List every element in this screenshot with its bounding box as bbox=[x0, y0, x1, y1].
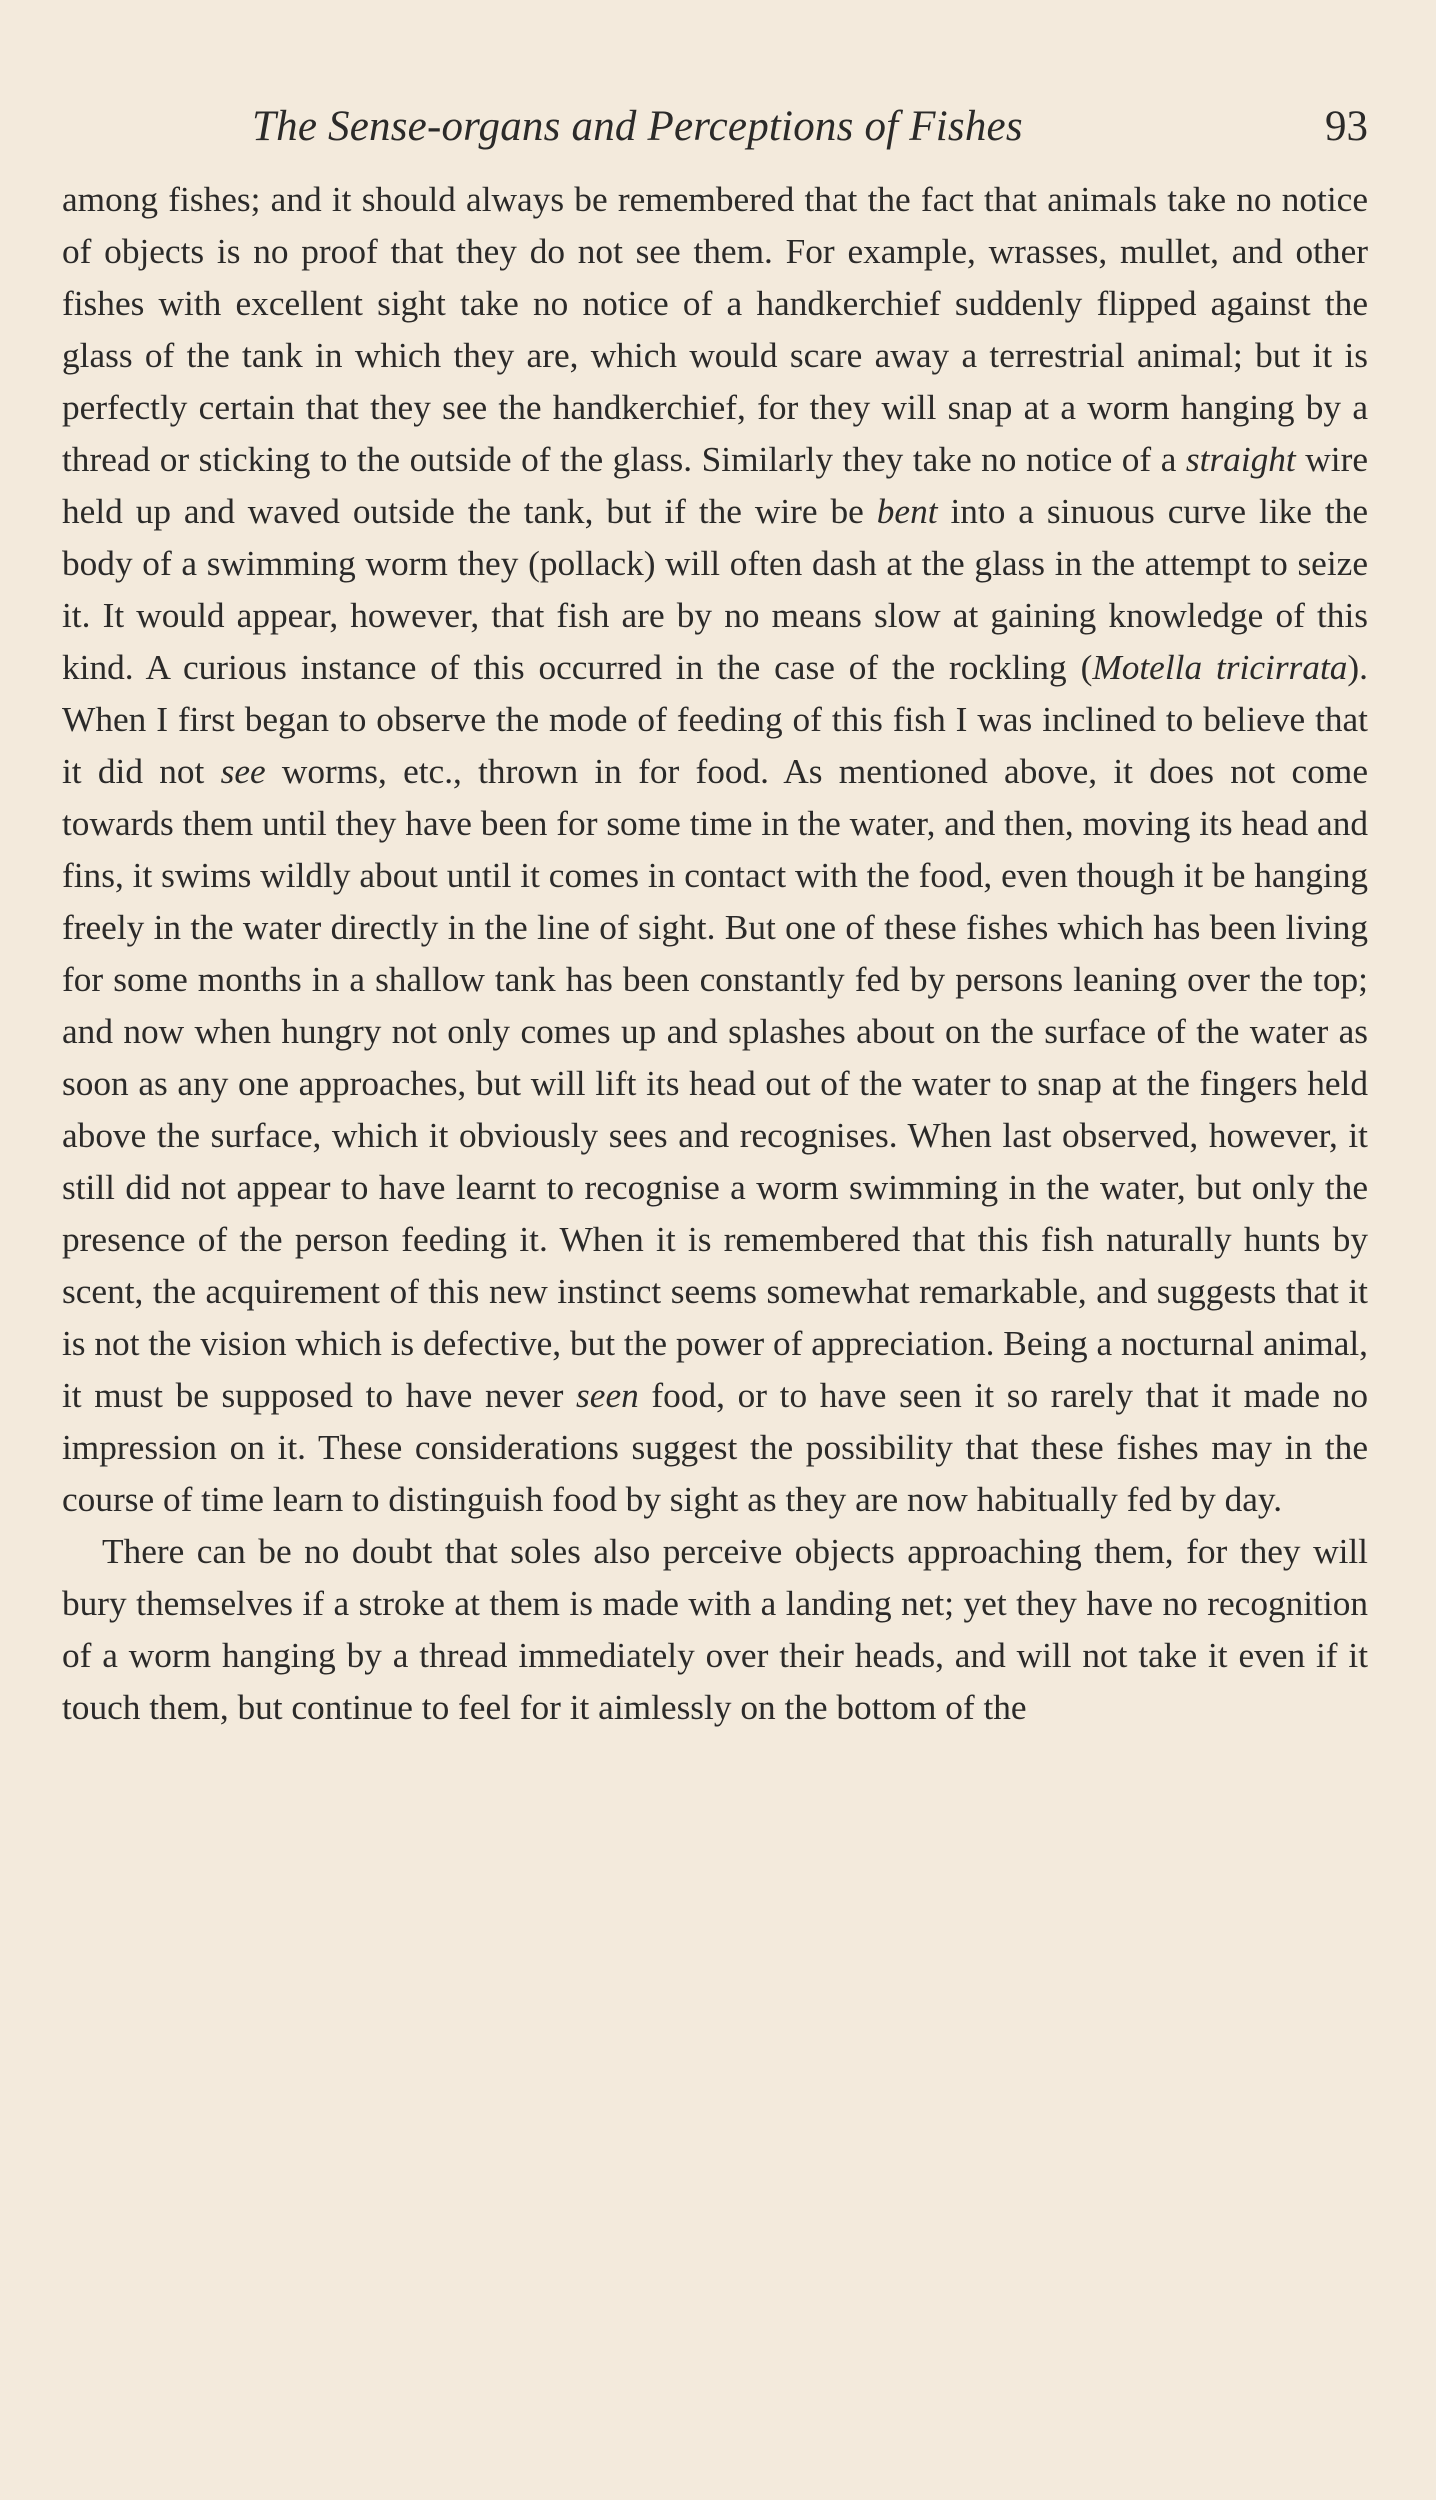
species-name: Motella tricirrata bbox=[1092, 648, 1348, 687]
paragraph-1-text: into a sinuous curve like the body of a swimming worm they (pollack) will often dash at the glass in the attempt to seize it. It would appear, however, that fish are by no means slow at gaining knowledge of this kind. A curious instance of this occurred in the case of the rockling ( bbox=[62, 492, 1368, 687]
paragraph-1-text: worms, etc., thrown in for food. As mentioned above, it does not come towards them until they have been for some time in the water, and then, moving its head and fins, it swims wildly about until it comes in contact with the food, even though it be hanging freely in the water directly in the line of sight. But one of these fishes which has been living for some months in a shallow tank has been constantly fed by persons leaning over the top; and now when hungry not only comes up and splashes about on the surface of the water as soon as any one approaches, but will lift its head out of the water to snap at the fingers held above the surface, which it obviously sees and recognises. When last observed, however, it still did not appear to have learnt to recognise a worm swimming in the water, but only the presence of the person feeding it. When it is remembered that this fish naturally hunts by scent, the acquirement of this new instinct seems somewhat remarkable, and suggests that it is not the vision which is defective, but the power of appreciation. Being a nocturnal animal, it must be supposed to have never bbox=[62, 752, 1368, 1415]
running-head bbox=[62, 92, 1368, 162]
paragraph-1-text: ). When I first began to observe the mode of feeding of this fish I was inclined to believe that it did not bbox=[62, 648, 1368, 791]
paragraph-2-text: There can be no doubt that soles also perceive objects approaching them, for they will bury themselves if a stroke at them is made with a landing net; yet they have no recognition of a worm hanging by a thread immediately over their heads, and will not take it even if it touch them, but continue to feel for it aimlessly on the bottom of the bbox=[62, 1532, 1368, 1727]
italic-word-see: see bbox=[220, 752, 266, 791]
body-text bbox=[62, 174, 1368, 1734]
page-number: 93 bbox=[1325, 103, 1368, 150]
italic-word-bent: bent bbox=[876, 492, 938, 531]
paragraph-1-text: wire held up and waved outside the tank, but if the wire be bbox=[62, 440, 1368, 531]
running-title: The Sense-organs and Perceptions of Fishes bbox=[252, 103, 1023, 150]
paragraph-1-text: food, or to have seen it so rarely that it made no impression on it. These considerations suggest the possibility that these fishes may in the course of time learn to distinguish food by sight as they are now habitually fed by day. bbox=[62, 1376, 1368, 1519]
paragraph-1-text: among fishes; and it should always be remembered that the fact that animals take no notice of objects is no proof that they do not see them. For example, wrasses, mullet, and other fishes with excellent sight take no notice of a handkerchief suddenly flipped against the glass of the tank in which they are, which would scare away a terrestrial animal; but it is perfectly certain that they see the handkerchief, for they will snap at a worm hanging by a thread or sticking to the outside of the glass. Similarly they take no notice of a bbox=[62, 180, 1368, 479]
italic-word-straight: straight bbox=[1185, 440, 1296, 479]
italic-word-seen: seen bbox=[576, 1376, 639, 1415]
paragraph-2 bbox=[62, 1526, 1368, 1734]
paragraph-1 bbox=[62, 174, 1368, 1526]
